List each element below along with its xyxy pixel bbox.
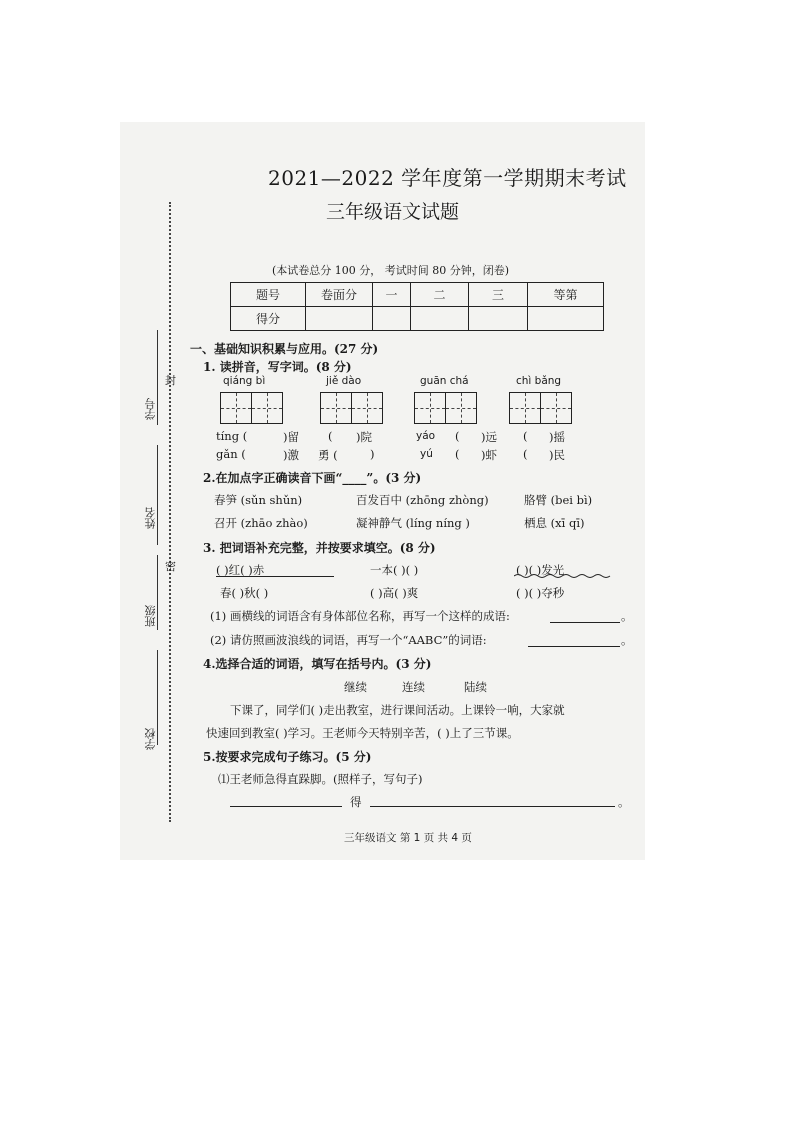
score-header-cell: 卷面分 <box>306 283 373 307</box>
score-header-cell: 题号 <box>231 283 306 307</box>
q3-title: 3. 把词语补充完整，并按要求填空。(8 分) <box>203 541 436 555</box>
q3-sub1-answer-line[interactable] <box>550 622 620 623</box>
q1-row1-a: tíng ( <box>216 429 248 443</box>
q3-sub2: (2) 请仿照画波浪线的词语，再写一个“AABC”的词语: <box>210 633 487 647</box>
score-header-cell: 三 <box>469 283 528 307</box>
q1-row2-c: 勇 ( <box>318 448 338 462</box>
q3-phrase-6: ( )( )夺秒 <box>516 586 565 600</box>
pinyin-guancha: guān chá <box>420 375 469 387</box>
seal-char-mi: 密 <box>165 560 176 573</box>
q5-answer-line-left[interactable] <box>230 806 342 807</box>
q3-phrase-4: 春( )秋( ) <box>220 586 269 600</box>
score-cell[interactable] <box>411 307 469 331</box>
score-header-cell: 等第 <box>528 283 604 307</box>
score-cell[interactable] <box>469 307 528 331</box>
q1-row1-d: )院 <box>356 430 372 444</box>
pinyin-qiangbi: qiáng bì <box>223 375 266 387</box>
pinyin-chibang: chì bǎng <box>516 375 562 387</box>
name-line <box>157 445 158 545</box>
q2-item: 春笋 (sǔn shǔn) <box>214 493 303 507</box>
exam-note: (本试卷总分 100 分， 考试时间 80 分钟，闭卷) <box>272 264 510 277</box>
q5-de-char: 得 <box>350 795 362 809</box>
q4-title: 4.选择合适的词语，填写在括号内。(3 分) <box>203 657 432 671</box>
q1-row1-i: )摇 <box>549 430 565 444</box>
q1-row1-c: ( <box>328 429 333 443</box>
q2-title: 2.在加点字正确读音下画“____”。(3 分) <box>203 471 422 485</box>
score-cell[interactable] <box>528 307 604 331</box>
q2-item: 胳臂 (bei bì) <box>524 493 593 507</box>
q5-answer-line-right[interactable] <box>370 806 615 807</box>
q3-sub1: (1) 画横线的词语含有身体部位名称，再写一个这样的成语: <box>210 609 510 623</box>
q3-straight-underline <box>216 576 334 577</box>
q2-item: 召开 (zhāo zhào) <box>214 516 308 530</box>
tianzige-box-4[interactable] <box>509 392 572 424</box>
tianzige-box-2[interactable] <box>320 392 383 424</box>
school-label: 学校 <box>144 728 157 750</box>
q1-row2-b: )激 <box>283 448 299 462</box>
q1-title: 1. 读拼音，写字词。(8 分) <box>203 360 352 374</box>
q3-phrase-5: ( )高( )爽 <box>370 586 419 600</box>
exam-subtitle: 三年级语文试题 <box>326 201 460 223</box>
q5-period: 。 <box>618 795 630 809</box>
q3-sub2-answer-line[interactable] <box>528 646 620 647</box>
q3-wavy-underline <box>514 573 614 579</box>
q5-sub1: ⑴王老师急得直跺脚。(照样子，写句子) <box>218 772 423 786</box>
exam-title: 2021—2022 学年度第一学期期末考试 <box>268 166 627 190</box>
section-1-title: 一、基础知识积累与应用。(27 分) <box>190 342 379 356</box>
q2-item: 百发百中 (zhōng zhòng) <box>356 493 489 507</box>
q4-option: 继续 <box>344 680 367 694</box>
q1-row2-i: )民 <box>549 448 565 462</box>
q4-option: 陆续 <box>464 680 487 694</box>
q3-sub1-period: 。 <box>621 609 633 623</box>
q1-row1-g: )远 <box>481 430 497 444</box>
score-row-label: 得分 <box>231 307 306 331</box>
class-label: 班级 <box>144 605 157 627</box>
q1-row2-g: )虾 <box>481 448 497 462</box>
q1-row2-a: gǎn ( <box>216 447 246 461</box>
score-cell[interactable] <box>373 307 411 331</box>
q4-option: 连续 <box>402 680 425 694</box>
q1-row2-h: ( <box>523 447 528 461</box>
q4-passage-line-2: 快速回到教室( )学习。王老师今天特别辛苦，( )上了三节课。 <box>206 726 519 740</box>
q1-row1-b: )留 <box>283 430 299 444</box>
tianzige-box-1[interactable] <box>220 392 283 424</box>
exam-paper <box>120 122 645 860</box>
student-id-label: 学号 <box>144 398 157 420</box>
binding-dotted-line <box>169 202 171 822</box>
name-label: 姓名 <box>144 507 157 529</box>
q2-item: 凝神静气 (líng níng ) <box>356 516 470 530</box>
q1-row1-f: ( <box>455 429 460 443</box>
seal-char-feng: 封 <box>165 374 176 387</box>
q1-row2-d: ) <box>370 447 375 461</box>
q3-phrase-1: ( )红( )赤 <box>216 563 265 577</box>
q2-item: 栖息 (xī qī) <box>524 516 585 530</box>
q1-row2-e: yú <box>420 448 433 460</box>
q3-phrase-3: ( )( )发光 <box>516 563 565 577</box>
score-cell[interactable] <box>306 307 373 331</box>
q3-phrase-2: 一本( )( ) <box>370 563 419 577</box>
q1-row1-h: ( <box>523 429 528 443</box>
page-footer: 三年级语文 第 1 页 共 4 页 <box>344 832 472 844</box>
q3-sub2-period: 。 <box>621 633 633 647</box>
score-table <box>230 282 604 331</box>
q5-title: 5.按要求完成句子练习。(5 分) <box>203 750 372 764</box>
tianzige-box-3[interactable] <box>414 392 477 424</box>
q4-passage-line-1: 下课了，同学们( )走出教室，进行课间活动。上课铃一响，大家就 <box>230 703 565 717</box>
score-header-cell: 二 <box>411 283 469 307</box>
pinyin-jiedao: jiě dào <box>326 375 362 387</box>
q1-row2-f: ( <box>455 447 460 461</box>
score-header-cell: 一 <box>373 283 411 307</box>
q1-row1-e: yáo <box>416 430 436 442</box>
